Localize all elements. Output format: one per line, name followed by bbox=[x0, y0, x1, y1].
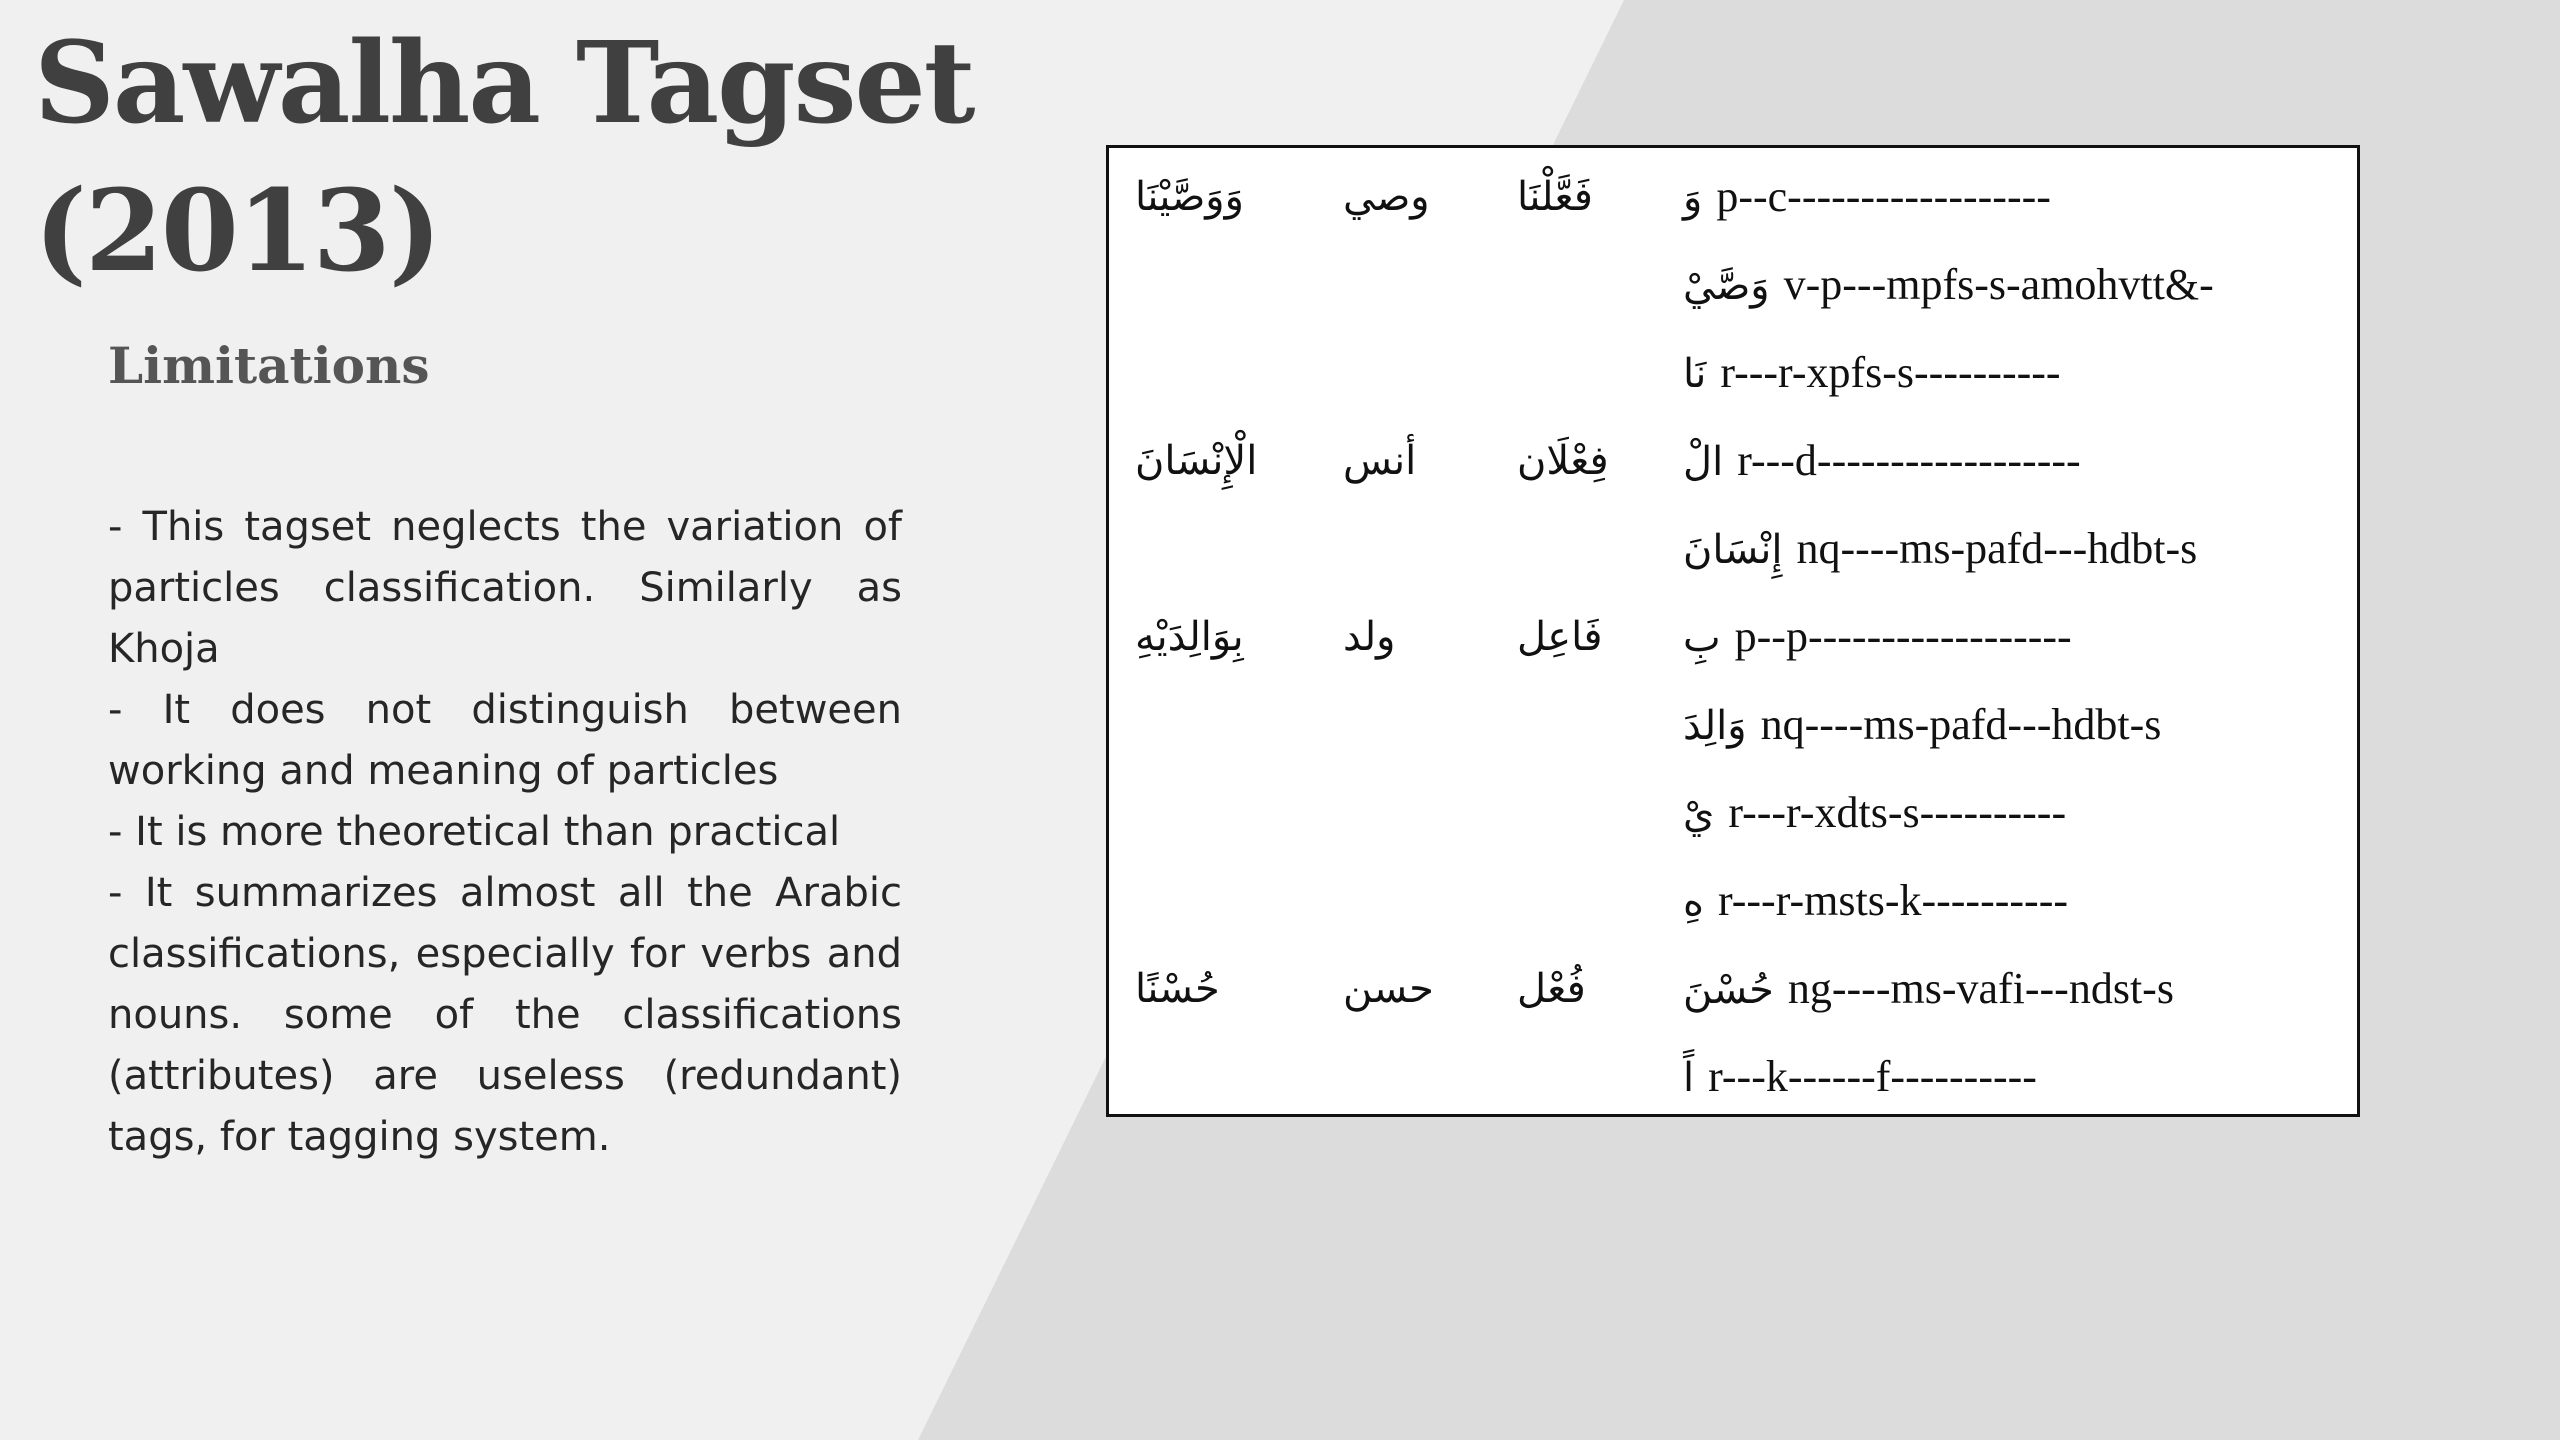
segment-text: حُسْنَ bbox=[1683, 967, 1774, 1013]
limitation-item: - It does not distinguish between working and meaning of particles bbox=[108, 687, 902, 794]
tag-text: nq----ms-pafd---hdbt-s bbox=[1760, 700, 2162, 749]
table-row bbox=[1109, 505, 2357, 593]
segment-tag-cell bbox=[1683, 241, 2214, 329]
table-row bbox=[1109, 769, 2357, 857]
tag-text: ng----ms-vafi---ndst-s bbox=[1787, 964, 2174, 1013]
tag-text: p--p------------------ bbox=[1734, 612, 2072, 661]
segment-text: نَا bbox=[1683, 351, 1707, 397]
table-row bbox=[1109, 593, 2357, 681]
table-row bbox=[1109, 417, 2357, 505]
segment-text: هِ bbox=[1683, 879, 1704, 925]
word-cell: الْإِنْسَانَ bbox=[1135, 438, 1258, 484]
word-cell: حُسْنًا bbox=[1135, 966, 1220, 1012]
root-cell: أنس bbox=[1343, 438, 1417, 484]
table-row bbox=[1109, 153, 2357, 241]
pattern-cell: فَعَّلْنَا bbox=[1517, 174, 1593, 220]
word-cell: بِوَالِدَيْهِ bbox=[1135, 614, 1244, 660]
segment-text: وَ bbox=[1683, 175, 1703, 221]
pattern-cell: فُعْل bbox=[1517, 966, 1586, 1012]
segment-tag-cell bbox=[1683, 1033, 2037, 1121]
table-row bbox=[1109, 241, 2357, 329]
tag-text: v-p---mpfs-s-amohvtt&- bbox=[1783, 260, 2214, 309]
tag-text: r---r-xdts-s---------- bbox=[1728, 788, 2067, 837]
segment-tag-cell bbox=[1683, 857, 2068, 945]
segment-tag-cell bbox=[1683, 505, 2197, 593]
tag-text: p--c------------------ bbox=[1716, 172, 2051, 221]
segment-text: وَصَّيْ bbox=[1683, 263, 1770, 309]
root-cell: ولد bbox=[1343, 614, 1396, 660]
segment-tag-cell bbox=[1683, 681, 2161, 769]
title-line-1: Sawalha Tagset bbox=[34, 18, 974, 149]
segment-text: بِ bbox=[1683, 615, 1721, 661]
slide-title bbox=[34, 10, 974, 306]
segment-text: إِنْسَانَ bbox=[1683, 527, 1783, 573]
limitation-item: - It is more theoretical than practical bbox=[108, 809, 841, 855]
table-row bbox=[1109, 945, 2357, 1033]
tag-text: r---r-msts-k---------- bbox=[1717, 876, 2068, 925]
limitations-text bbox=[108, 497, 902, 1168]
limitation-item: - It summarizes almost all the Arabic classifications, especially for verbs and nouns. some of the classifications (attributes) are useless (redundant) tags, for tagging system. bbox=[108, 870, 902, 1160]
limitation-item: - This tagset neglects the variation of particles classification. Similarly as Khoja bbox=[108, 504, 902, 672]
tag-text: nq----ms-pafd---hdbt-s bbox=[1796, 524, 2198, 573]
table-row bbox=[1109, 1033, 2357, 1121]
segment-tag-cell bbox=[1683, 593, 2072, 681]
segment-text: اً bbox=[1683, 1055, 1695, 1101]
segment-text: الْ bbox=[1683, 439, 1724, 485]
root-cell: وصي bbox=[1343, 174, 1430, 220]
tagging-example-table bbox=[1106, 145, 2360, 1117]
segment-text: وَالِدَ bbox=[1683, 703, 1747, 749]
pattern-cell: فِعْلَان bbox=[1517, 438, 1609, 484]
segment-text: يْ bbox=[1683, 791, 1715, 837]
root-cell: حسن bbox=[1343, 966, 1434, 1012]
segment-tag-cell bbox=[1683, 329, 2061, 417]
title-line-2: (2013) bbox=[34, 166, 440, 297]
pattern-cell: فَاعِل bbox=[1517, 614, 1603, 660]
table-row bbox=[1109, 329, 2357, 417]
word-cell: وَوَصَّيْنَا bbox=[1135, 174, 1244, 220]
tag-text: r---r-xpfs-s---------- bbox=[1720, 348, 2061, 397]
tag-text: r---k------f---------- bbox=[1708, 1052, 2037, 1101]
tag-text: r---d------------------ bbox=[1737, 436, 2081, 485]
table-row bbox=[1109, 681, 2357, 769]
segment-tag-cell bbox=[1683, 153, 2051, 241]
segment-tag-cell bbox=[1683, 417, 2081, 505]
segment-tag-cell bbox=[1683, 769, 2066, 857]
slide-subtitle: Limitations bbox=[108, 336, 430, 395]
table-row bbox=[1109, 857, 2357, 945]
segment-tag-cell bbox=[1683, 945, 2174, 1033]
